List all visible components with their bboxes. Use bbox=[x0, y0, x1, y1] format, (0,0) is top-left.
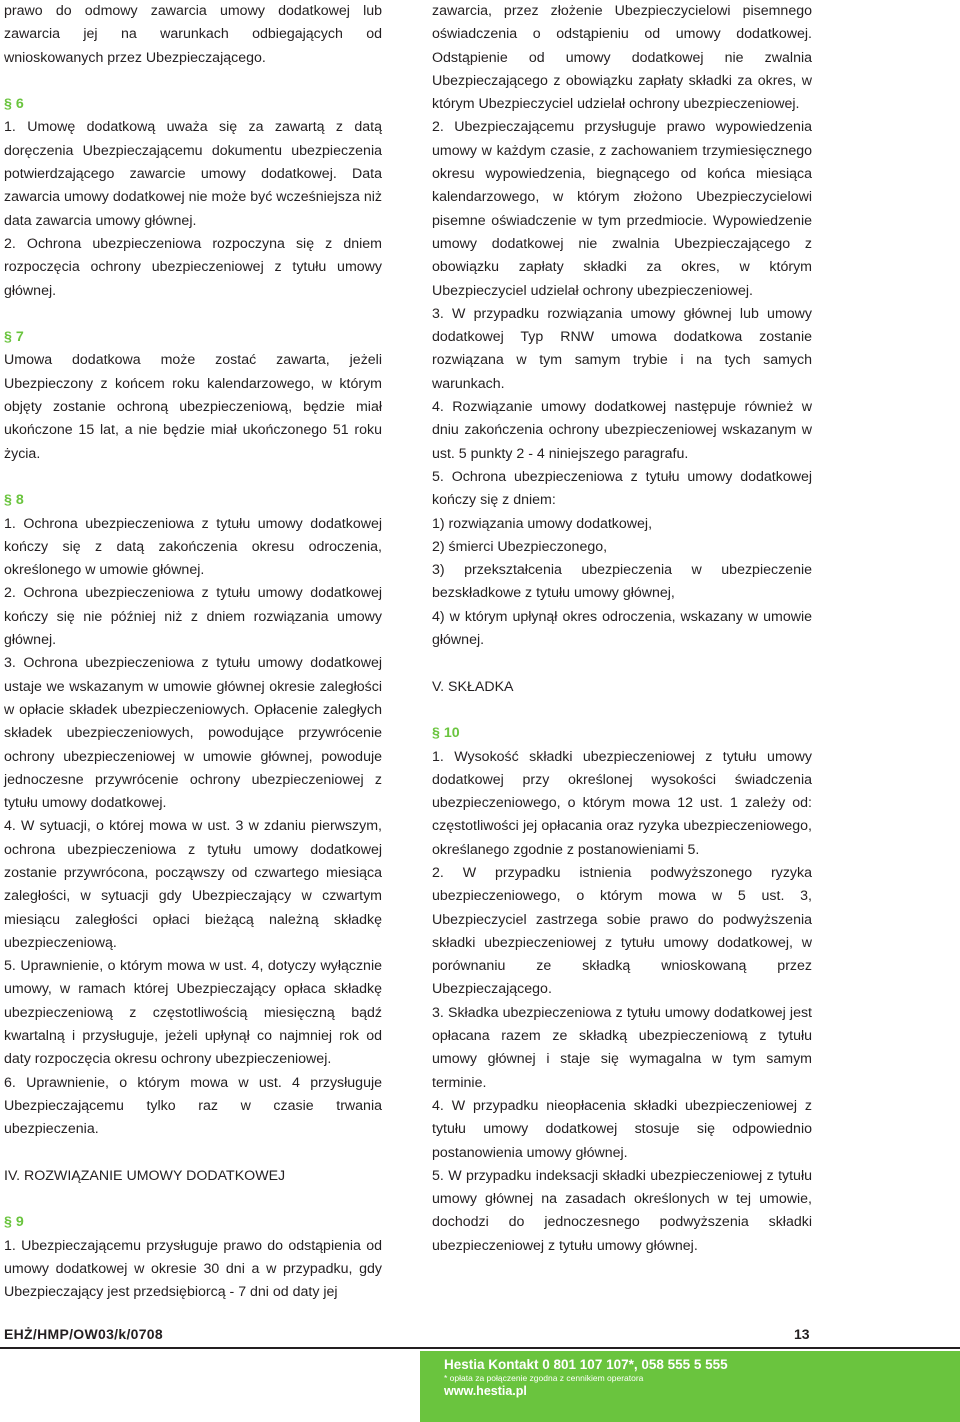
paragraph: 2. Ubezpieczającemu przysługuje prawo wypowiedzenia umowy w każdym czasie, z zachowaniem trzymiesięcznego okresu wypowiedzenia, biegnącego od końca miesiąca kalendarzowego, w którym złożono Ubezpieczycielowi pisemne oświadczenie w tym przedmiocie. Wypowiedzenie umowy dodatkowej nie zwalnia Ubezpieczającego z obowiązku zapłaty składki za okres, w którym Ubezpieczyciel udzielał ochrony ubezpieczeniowej. bbox=[432, 119, 812, 299]
section-number: 9 bbox=[15, 1214, 24, 1231]
footer-band-blank bbox=[0, 1351, 420, 1422]
list-item: 2) śmierci Ubezpieczonego, bbox=[432, 538, 608, 555]
chapter-heading: IV. ROZWIĄZANIE UMOWY DODATKOWEJ bbox=[4, 1167, 286, 1184]
paragraph: 2. Ochrona ubezpieczeniowa z tytułu umowy dodatkowej kończy się nie później niż z dniem rozwiązania umowy głównej. bbox=[4, 585, 382, 649]
list-item: 4) w którym upłynął okres odroczenia, wskazany w umowie głównej. bbox=[432, 608, 812, 649]
paragraph: 2. W przypadku istnienia podwyższonego ryzyka ubezpieczeniowego, o którym mowa w 5 ust. 3, Ubezpieczyciel zastrzega sobie prawo do podwyższenia składki ubezpieczeniowej z tytułu umowy dodatkowej, w porównaniu ze składką wnioskowaną przez Ubezpieczającego. bbox=[432, 864, 812, 998]
paragraph: zawarcia, przez złożenie Ubezpieczycielowi pisemnego oświadczenia o odstąpieniu od umowy dodatkowej. Odstąpienie od umowy dodatkowej nie zwalnia Ubezpieczającego z obowiązku zapłaty składki za okres, w którym Ubezpieczyciel udzielał ochrony ubezpieczeniowej. bbox=[432, 3, 812, 113]
paragraph: 4. W sytuacji, o której mowa w ust. 3 w zdaniu pierwszym, ochrona ubezpieczeniowa z tytułu umowy dodatkowej zostanie przywrócona, począwszy od czwartego miesiąca zaległości, w sytuacji gdy Ubezpieczający w czwartym miesiącu zaległości opłaci bieżącą należną składkę ubezpieczeniową. bbox=[4, 818, 382, 951]
website-link[interactable]: www.hestia.pl bbox=[444, 1384, 527, 1398]
paragraph: 4. Rozwiązanie umowy dodatkowej następuje również w dniu zakończenia ochrony ubezpieczeniowej wskazanym w ust. 5 punkty 2 - 4 niniejszego paragrafu. bbox=[432, 399, 812, 462]
section-heading-6: § 6 bbox=[4, 96, 24, 113]
chapter-heading: V. SKŁADKA bbox=[432, 678, 514, 695]
list-item: 1) rozwiązania umowy dodatkowej, bbox=[432, 515, 653, 532]
paragraph: 3. Składka ubezpieczeniowa z tytułu umowy dodatkowej jest opłacana razem ze składką ubezpieczeniową z tytułu umowy głównej i staje się wymagalna w tym samym terminie. bbox=[432, 1004, 812, 1091]
paragraph: 5. W przypadku indeksacji składki ubezpieczeniowej z tytułu umowy głównej na zasadach określonych w tej umowie, dochodzi do jednoczesnego podwyższenia składki ubezpieczeniowej z tytułu umowy głównej. bbox=[432, 1167, 812, 1254]
paragraph: Umowa dodatkowa może zostać zawarta, jeżeli Ubezpieczony z końcem roku kalendarzowego, w którym objęty zostanie ochroną ubezpieczeniową, będzie miał ukończone 15 lat, a nie będzie miał ukończonego 51 roku życia. bbox=[4, 352, 382, 462]
paragraph: prawo do odmowy zawarcia umowy dodatkowej lub zawarcia jej na warunkach odbiegających od wnioskowanych przez Ubezpieczającego. bbox=[4, 3, 382, 66]
contact-line: Hestia Kontakt 0 801 107 107*, 058 555 5 555 bbox=[444, 1357, 728, 1372]
left-column bbox=[4, 0, 382, 1305]
contact-note: * opłata za połączenie zgodna z cennikiem operatora bbox=[444, 1373, 644, 1383]
paragraph: 1. Ubezpieczającemu przysługuje prawo do odstąpienia od umowy dodatkowej w okresie 30 dni a w przypadku, gdy Ubezpieczający jest przedsiębiorcą - 7 dni od daty jej bbox=[4, 1237, 382, 1301]
section-number: 6 bbox=[15, 96, 24, 113]
footer-divider bbox=[0, 1347, 960, 1349]
paragraph: 2. Ochrona ubezpieczeniowa rozpoczyna się z dniem rozpoczęcia ochrony ubezpieczeniowej z tytułu umowy głównej. bbox=[4, 235, 382, 299]
section-number: 8 bbox=[15, 492, 24, 509]
section-heading-9: § 9 bbox=[4, 1214, 24, 1231]
section-number: 7 bbox=[15, 329, 24, 346]
paragraph: 3. Ochrona ubezpieczeniowa z tytułu umowy dodatkowej ustaje we wskazanym w umowie głównej okresie zaległości w opłacie składek ubezpieczeniowych. Opłacenie zaległych składek ubezpieczeniowych, powodujące przywrócenie ochrony ubezpieczeniowej w umowie głównej, powoduje jednoczesne przywrócenie ochrony ubezpieczeniowej z tytułu umowy dodatkowej. bbox=[4, 655, 382, 812]
section-number: 10 bbox=[443, 725, 460, 742]
paragraph: 4. W przypadku nieopłacenia składki ubezpieczeniowej z tytułu umowy dodatkowej stosuje się odpowiednio postanowienia umowy głównej. bbox=[432, 1097, 812, 1161]
document-code: EHŻ/HMP/OW03/k/0708 bbox=[4, 1326, 163, 1342]
section-heading-8: § 8 bbox=[4, 492, 24, 509]
paragraph: 5. Ochrona ubezpieczeniowa z tytułu umowy dodatkowej kończy się z dniem: bbox=[432, 468, 812, 509]
paragraph: 5. Uprawnienie, o którym mowa w ust. 4, dotyczy wyłącznie umowy, w ramach której Ubezpieczający opłaca składkę ubezpieczeniową z częstotliwością miesięczną bądź kwartalną i przysługuje, jeżeli upłynął co najmniej rok od daty rozpoczęcia okresu ochrony ubezpieczeniowej. bbox=[4, 958, 382, 1068]
right-column bbox=[432, 0, 812, 1258]
paragraph: 1. Ochrona ubezpieczeniowa z tytułu umowy dodatkowej kończy się z datą zakończenia okresu odroczenia, określonego w umowie głównej. bbox=[4, 515, 382, 579]
paragraph: 1. Wysokość składki ubezpieczeniowej z tytułu umowy dodatkowej przy określonej wysokości świadczenia ubezpieczeniowego, o którym mowa 12 ust. 1 zależy od: częstotliwości jej opłacania oraz ryzyka ubezpieczeniowego, określanego zgodnie z postanowieniami 5. bbox=[432, 748, 812, 858]
section-heading-7: § 7 bbox=[4, 329, 24, 346]
page-number: 13 bbox=[794, 1326, 810, 1342]
paragraph: 1. Umowę dodatkową uważa się za zawartą z datą doręczenia Ubezpieczającemu dokumentu ubezpieczenia potwierdzającego zawarcie umowy dodatkowej. Data zawarcia umowy dodatkowej nie może być wcześniejsza niż data zawarcia umowy głównej. bbox=[4, 119, 382, 229]
list-item: 3) przekształcenia ubezpieczenia w ubezpieczenie bezskładkowe z tytułu umowy głównej, bbox=[432, 562, 812, 602]
section-heading-10: § 10 bbox=[432, 725, 460, 742]
paragraph: 3. W przypadku rozwiązania umowy głównej lub umowy dodatkowej Typ RNW umowa dodatkowa zostanie rozwiązana w tym samym trybie i na tych samych warunkach. bbox=[432, 305, 812, 392]
paragraph: 6. Uprawnienie, o którym mowa w ust. 4 przysługuje Ubezpieczającemu tylko raz w czasie trwania ubezpieczenia. bbox=[4, 1074, 382, 1138]
